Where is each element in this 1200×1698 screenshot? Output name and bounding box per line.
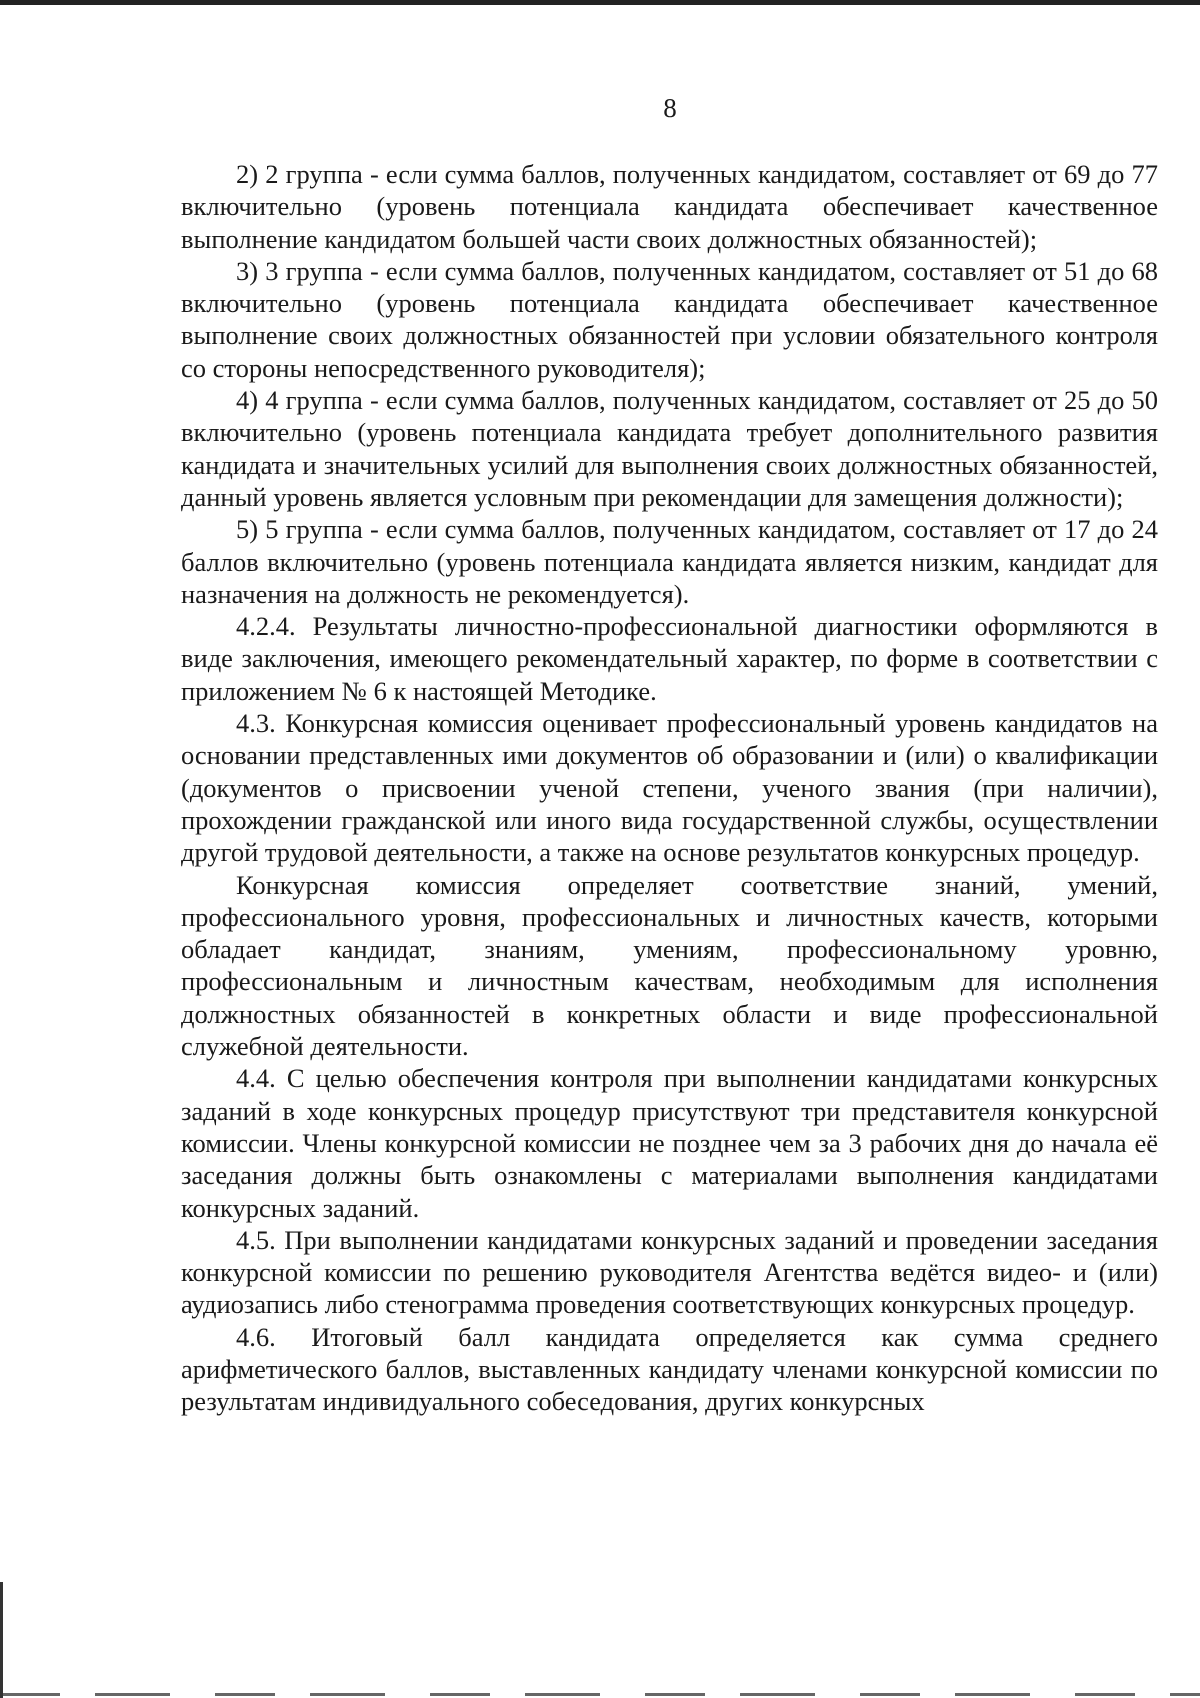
paragraph-4-3-continued: Конкурсная комиссия определяет соответствие знаний, умений, профессионального уровня, профессиональных и личностных качеств, которыми обладает кандидат, знаниям, умениям, профессиональному уровню, профессиональным и личностным качествам, необходимым для исполнения должностных обязанностей в конкретных области и виде профессиональной служебной деятельности. [181, 869, 1158, 1062]
scan-edge-left [0, 1582, 3, 1698]
paragraph-4-3: 4.3. Конкурсная комиссия оценивает профессиональный уровень кандидатов на основании представленных ими документов об образовании и (или) о квалификации (документов о присвоении ученой степени, ученого звания (при наличии), прохождении гражданской или иного вида государственной службы, осуществлении другой трудовой деятельности, а также на основе результатов конкурсных процедур. [181, 708, 1158, 868]
document-body [181, 158, 1158, 1418]
paragraph-group-2: 2) 2 группа - если сумма баллов, полученных кандидатом, составляет от 69 до 77 включительно (уровень потенциала кандидата обеспечивает качественное выполнение кандидатом большей части своих должностных обязанностей); [181, 159, 1158, 254]
paragraph-4-6: 4.6. Итоговый балл кандидата определяется как сумма среднего арифметического баллов, выставленных кандидату членами конкурсной комиссии по результатам индивидуального собеседования, других конкурсных [181, 1321, 1158, 1417]
paragraph-group-3: 3) 3 группа - если сумма баллов, полученных кандидатом, составляет от 51 до 68 включительно (уровень потенциала кандидата обеспечивает качественное выполнение своих должностных обязанностей при условии обязательного контроля со стороны непосредственного руководителя); [181, 255, 1158, 383]
paragraph-group-5: 5) 5 группа - если сумма баллов, полученных кандидатом, составляет от 17 до 24 баллов включительно (уровень потенциала кандидата является низким, кандидат для назначения на должность не рекомендуется). [181, 514, 1158, 609]
paragraph-group-4: 4) 4 группа - если сумма баллов, полученных кандидатом, составляет от 25 до 50 включительно (уровень потенциала кандидата требует дополнительного развития кандидата и значительных усилий для выполнения своих должностных обязанностей, данный уровень является условным при рекомендации для замещения должности); [181, 385, 1158, 512]
scan-edge-top [0, 0, 1200, 5]
scan-edge-bottom [0, 1693, 1200, 1696]
page-number: 8 [663, 93, 677, 123]
paragraph-4-2-4: 4.2.4. Результаты личностно-профессиональной диагностики оформляются в виде заключения, имеющего рекомендательный характер, по форме в соответствии с приложением № 6 к настоящей Методике. [181, 611, 1158, 706]
paragraph-4-4: 4.4. С целью обеспечения контроля при выполнении кандидатами конкурсных заданий в ходе конкурсных процедур присутствуют три представителя конкурсной комиссии. Члены конкурсной комиссии не позднее чем за 3 рабочих дня до начала её заседания должны быть ознакомлены с материалами выполнения кандидатами конкурсных заданий. [181, 1063, 1158, 1223]
paragraph-4-5: 4.5. При выполнении кандидатами конкурсных заданий и проведении заседания конкурсной комиссии по решению руководителя Агентства ведётся видео- и (или) аудиозапись либо стенограмма проведения соответствующих конкурсных процедур. [181, 1224, 1158, 1320]
